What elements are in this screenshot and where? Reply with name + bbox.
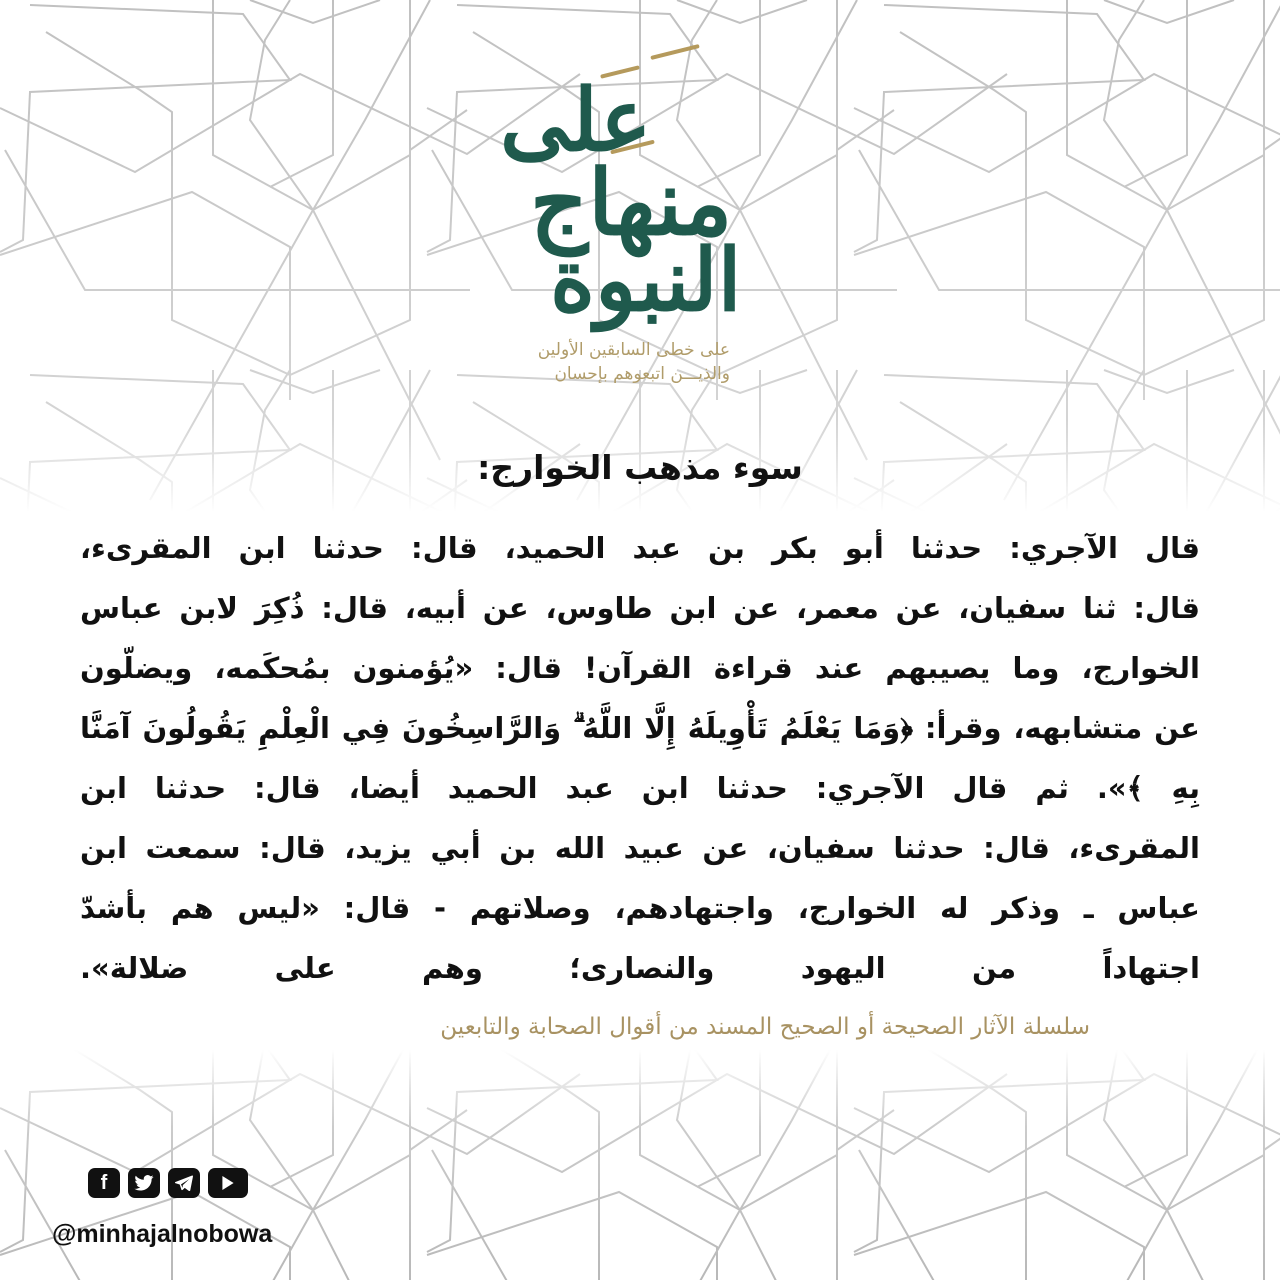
twitter-icon[interactable]: [128, 1168, 160, 1198]
post-body: [80, 518, 1200, 998]
youtube-icon[interactable]: [208, 1168, 248, 1198]
body-line: قال: ثنا سفيان، عن معمر، عن ابن طاوس، عن أبيه، قال: ذُكِرَ لابن عباس: [80, 591, 1200, 625]
body-line: المقرىء، قال: حدثنا سفيان، عن عبيد الله بن أبي يزيد، قال: سمعت ابن: [80, 831, 1200, 865]
body-line: عن متشابهه، وقرأ: ﴿وَمَا يَعْلَمُ تَأْوِيلَهُ إِلَّا اللَّهُ ۗ وَالرَّاسِخُونَ فِي الْعِلْمِ يَقُولُونَ آمَنَّا: [80, 711, 1200, 745]
facebook-icon[interactable]: f: [88, 1168, 120, 1198]
telegram-plane-glyph: [175, 1175, 193, 1191]
body-line: الخوارج، وما يصيبهم عند قراءة القرآن! قال: «يُؤمنون بمُحكَمه، ويضلّون: [80, 651, 1200, 685]
brand-logo: [480, 30, 800, 350]
play-glyph: [221, 1176, 235, 1190]
body-line: اجتهاداً من اليهود والنصارى؛ وهم على ضلالة».: [80, 951, 1200, 985]
social-icons: [88, 1168, 248, 1198]
logo-word-nubuwwa: النبوة: [550, 230, 742, 331]
brand-tagline: [480, 338, 730, 386]
logo-word-ala: على: [500, 70, 652, 171]
logo-ornament: [650, 44, 699, 60]
logo-word-minhaj: منهاج: [530, 150, 733, 256]
body-line: قال الآجري: حدثنا أبو بكر بن عبد الحميد، قال: حدثنا ابن المقرىء،: [80, 531, 1200, 565]
body-line: عباس ـ وذكر له الخوارج، واجتهادهم، وصلاتهم - قال: «ليس هم بأشدّ: [80, 891, 1200, 925]
telegram-icon[interactable]: [168, 1168, 200, 1198]
tagline-line-2: والذيـــن اتبعوهم بإحسان: [554, 364, 730, 384]
twitter-bird-glyph: [134, 1175, 154, 1191]
body-line: بِهِ ﴾». ثم قال الآجري: حدثنا ابن عبد الحميد أيضا، قال: حدثنا ابن: [80, 771, 1200, 805]
social-handle[interactable]: @minhajalnobowa: [52, 1220, 273, 1248]
post-title: سوء مذهب الخوارج:: [477, 448, 803, 487]
series-caption: سلسلة الآثار الصحيحة أو الصحيح المسند من أقوال الصحابة والتابعين: [440, 1014, 1090, 1040]
tagline-line-1: على خطى السابقين الأولين: [537, 340, 730, 360]
